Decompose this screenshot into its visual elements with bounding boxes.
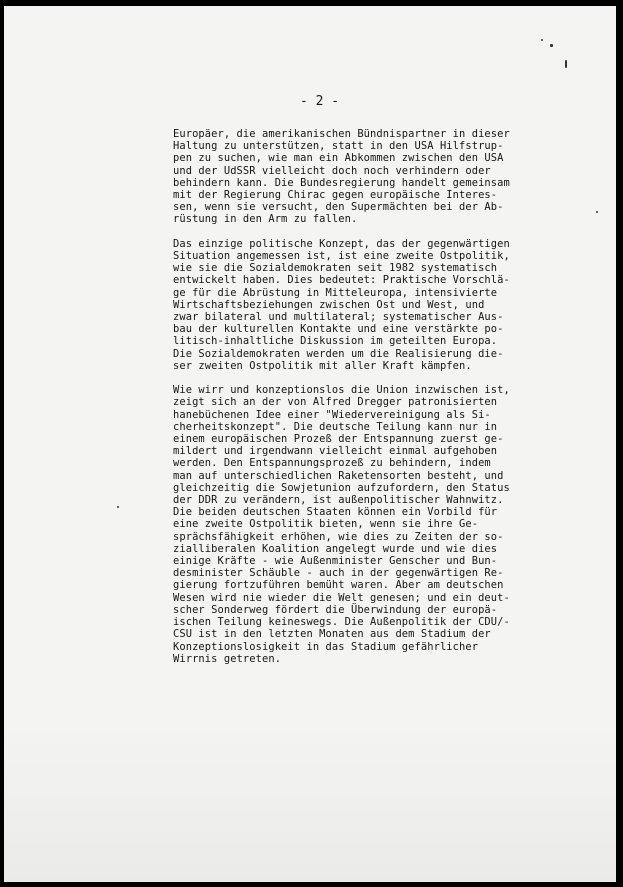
scan-speck [541, 39, 543, 41]
text-line: behindern kann. Die Bundesregierung handelt gemeinsam [173, 176, 510, 189]
text-line: Situation angemessen ist, ist eine zweite Ostpolitik, [173, 250, 510, 263]
text-line: desminister Schäuble - auch in der gegenwärtigen Re- [173, 567, 504, 580]
text-line: mildert und irgendwann vielleicht einmal aufgehoben [173, 445, 498, 458]
scan-speck [550, 44, 553, 47]
text-line: bau der kulturellen Kontakte und eine verstärkte po- [173, 323, 504, 336]
paragraph [173, 238, 553, 372]
page-number: - 2 - [300, 94, 340, 109]
text-line: sprächsfähigkeit erhöhen, wie dies zu Zeiten der so- [173, 530, 504, 543]
scan-speck [117, 506, 119, 508]
text-line: Wie wirr und konzeptionslos die Union inzwischen ist, [173, 384, 510, 397]
text-line: einige Kräfte - wie Außenminister Genscher und Bun- [173, 555, 498, 568]
text-line: Das einzige politische Konzept, das der gegenwärtigen [173, 237, 510, 250]
text-line: werden. Den Entspannungsprozeß zu behindern, indem [173, 457, 491, 470]
text-line: Haltung zu unterstützen, statt in den USA Hilfstrup- [173, 140, 504, 153]
text-line: pen zu suchen, wie man ein Abkommen zwischen den USA [173, 152, 504, 165]
text-line: entwickelt haben. Dies bedeutet: Praktische Vorschlä- [173, 274, 510, 287]
scan-texture [4, 722, 616, 882]
body-text [173, 128, 553, 677]
text-line: Die beiden deutschen Staaten können ein Vorbild für [173, 506, 498, 519]
text-line: Wirrnis getreten. [173, 652, 282, 665]
text-line: rüstung in den Arm zu fallen. [173, 213, 358, 226]
scan-speck [596, 211, 598, 213]
text-line: Europäer, die amerikanischen Bündnispartner in dieser [173, 128, 510, 140]
text-line: scher Sonderweg fördert die Überwindung der europä- [173, 603, 498, 616]
text-line: ischen Teilung keineswegs. Die Außenpolitik der CDU/- [173, 616, 510, 629]
text-line: man auf unterschiedlichen Raketensorten besteht, und [173, 469, 504, 482]
text-line: CSU ist in den letzten Monaten aus dem Stadium der [173, 628, 491, 641]
text-line: litisch-inhaltliche Diskussion im geteilten Europa. [173, 335, 498, 348]
text-line: zialliberalen Koalition angelegt wurde und wie dies [173, 542, 498, 555]
text-line: mit der Regierung Chirac gegen europäische Interes- [173, 189, 498, 202]
text-line: gierung fortzuführen bemüht waren. Aber am deutschen [173, 579, 504, 592]
document-page [4, 6, 616, 882]
text-line: und der UdSSR vielleicht doch noch verhindern oder [173, 164, 491, 177]
text-line: cherheitskonzept". Die deutsche Teilung kann nur in [173, 420, 498, 433]
text-line: sen, wenn sie versucht, den Supermächten bei der Ab- [173, 201, 504, 214]
paragraph [173, 128, 553, 226]
text-line: der DDR zu verändern, ist außenpolitischer Wahnwitz. [173, 494, 504, 507]
text-line: eine zweite Ostpolitik bieten, wenn sie ihre Ge- [173, 518, 479, 531]
scan-speck [565, 60, 567, 68]
text-line: hanebüchenen Idee einer "Wiedervereinigung als Si- [173, 408, 491, 421]
paragraph [173, 384, 553, 665]
text-line: Konzeptionslosigkeit in das Stadium gefährlicher [173, 640, 479, 653]
text-line: einem europäischen Prozeß der Entspannung zuerst ge- [173, 433, 504, 446]
text-line: Wesen wird nie wieder die Welt genesen; und ein deut- [173, 591, 510, 604]
text-line: wie sie die Sozialdemokraten seit 1982 systematisch [173, 262, 498, 275]
text-line: Die Sozialdemokraten werden um die Realisierung die- [173, 347, 504, 360]
text-line: zeigt sich an der von Alfred Dregger patronisierten [173, 396, 498, 409]
text-line: Wirtschaftsbeziehungen zwischen Ost und West, und [173, 298, 485, 311]
text-line: gleichzeitig die Sowjetunion aufzufordern, den Status [173, 481, 510, 494]
text-line: zwar bilateral und multilateral; systematischer Aus- [173, 311, 504, 324]
text-line: ser zweiten Ostpolitik mit aller Kraft kämpfen. [173, 359, 472, 372]
text-line: ge für die Abrüstung in Mitteleuropa, intensivierte [173, 286, 498, 299]
